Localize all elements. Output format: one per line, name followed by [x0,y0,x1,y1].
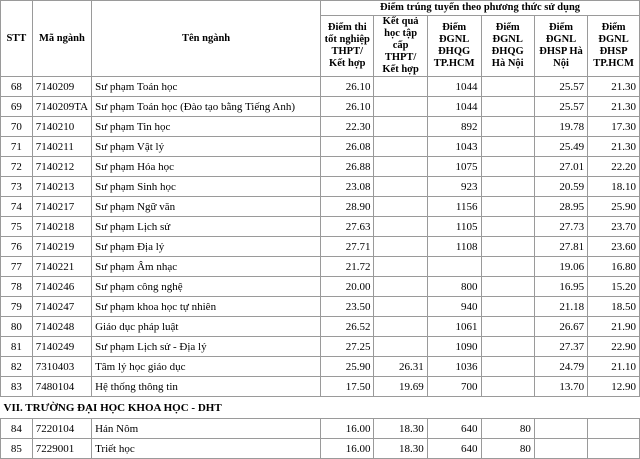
cell-score-thpt: 22.30 [321,117,374,137]
cell-ten-nganh: Sư phạm Ngữ văn [92,197,321,217]
table-row [1,77,640,97]
cell-score-thpt: 26.08 [321,137,374,157]
cell-score-dgnl-hn [481,237,534,257]
cell-score-dhsp-hn: 19.06 [534,257,587,277]
cell-score-dhsp-hn: 27.73 [534,217,587,237]
cell-stt: 84 [1,419,33,439]
table-row [1,157,640,177]
cell-score-dgnl-hcm: 640 [427,419,481,439]
cell-score-thpt: 20.00 [321,277,374,297]
cell-score-hoc-ba [374,257,427,277]
cell-score-dgnl-hcm: 1105 [427,217,481,237]
cell-score-thpt: 26.10 [321,97,374,117]
cell-score-hoc-ba [374,157,427,177]
table-row [1,137,640,157]
cell-ten-nganh: Sư phạm Địa lý [92,237,321,257]
cell-score-dgnl-hn [481,297,534,317]
cell-score-thpt: 27.63 [321,217,374,237]
cell-score-thpt: 23.08 [321,177,374,197]
cell-score-dhsp-hcm: 22.20 [588,157,640,177]
cell-score-dgnl-hn: 80 [481,419,534,439]
cell-score-dhsp-hcm: 23.60 [588,237,640,257]
cell-score-dhsp-hcm: 18.10 [588,177,640,197]
table-row [1,257,640,277]
cell-score-dgnl-hcm: 1061 [427,317,481,337]
cell-score-dgnl-hcm: 1075 [427,157,481,177]
cell-score-dhsp-hcm: 12.90 [588,377,640,397]
section-title: VII. TRƯỜNG ĐẠI HỌC KHOA HỌC - DHT [1,397,640,419]
cell-stt: 74 [1,197,33,217]
header-ten-nganh: Tên ngành [92,1,321,77]
cell-score-dgnl-hcm [427,257,481,277]
cell-score-dhsp-hn: 19.78 [534,117,587,137]
cell-ma-nganh: 7140213 [32,177,91,197]
cell-score-dhsp-hcm: 16.80 [588,257,640,277]
cell-score-dgnl-hcm: 1044 [427,77,481,97]
cell-ten-nganh: Sư phạm Lịch sử [92,217,321,237]
cell-score-hoc-ba [374,337,427,357]
cell-score-dgnl-hn [481,317,534,337]
cell-ma-nganh: 7140212 [32,157,91,177]
section-row [1,397,640,419]
cell-score-dhsp-hcm: 21.30 [588,137,640,157]
cell-score-thpt: 21.72 [321,257,374,277]
cell-score-thpt: 25.90 [321,357,374,377]
cell-ma-nganh: 7140219 [32,237,91,257]
cell-score-dhsp-hcm: 25.90 [588,197,640,217]
cell-score-dhsp-hcm: 23.70 [588,217,640,237]
cell-score-dgnl-hn [481,217,534,237]
cell-ma-nganh: 7140221 [32,257,91,277]
cell-score-dgnl-hcm: 1090 [427,337,481,357]
cell-score-dgnl-hcm: 892 [427,117,481,137]
cell-score-dgnl-hcm: 923 [427,177,481,197]
cell-stt: 70 [1,117,33,137]
cell-ma-nganh: 7480104 [32,377,91,397]
header-method-thpt: Điểm thi tốt nghiệp THPT/ Kết hợp [321,16,374,77]
header-method-group: Điểm trúng tuyển theo phương thức sử dụng [321,1,640,16]
cell-score-dgnl-hcm: 1036 [427,357,481,377]
cell-stt: 85 [1,439,33,459]
table-row [1,317,640,337]
table-row [1,419,640,439]
cell-score-hoc-ba [374,237,427,257]
cell-score-dhsp-hcm: 21.10 [588,357,640,377]
cell-ma-nganh: 7140211 [32,137,91,157]
cell-stt: 82 [1,357,33,377]
cell-score-thpt: 28.90 [321,197,374,217]
cell-score-hoc-ba: 18.30 [374,419,427,439]
cell-ten-nganh: Tâm lý học giáo dục [92,357,321,377]
cell-score-dgnl-hn: 80 [481,439,534,459]
table-row [1,117,640,137]
cell-score-hoc-ba: 26.31 [374,357,427,377]
cell-ma-nganh: 7220104 [32,419,91,439]
cell-stt: 75 [1,217,33,237]
cell-ma-nganh: 7140247 [32,297,91,317]
cell-score-hoc-ba [374,177,427,197]
cell-score-dhsp-hn: 13.70 [534,377,587,397]
cell-score-dhsp-hcm: 21.30 [588,97,640,117]
cell-score-thpt: 26.88 [321,157,374,177]
cell-score-dhsp-hn: 16.95 [534,277,587,297]
cell-ten-nganh: Sư phạm Sinh học [92,177,321,197]
table-row [1,197,640,217]
cell-ma-nganh: 7140209 [32,77,91,97]
header-method-dhsp-hcm: Điểm ĐGNL ĐHSP TP.HCM [588,16,640,77]
cell-score-dgnl-hn [481,97,534,117]
cell-score-dgnl-hcm: 1044 [427,97,481,117]
cell-score-hoc-ba [374,97,427,117]
table-row [1,217,640,237]
table-row [1,357,640,377]
cell-score-thpt: 17.50 [321,377,374,397]
header-method-dgnl-hn: Điểm ĐGNL ĐHQG Hà Nội [481,16,534,77]
cell-score-hoc-ba [374,117,427,137]
cell-score-dhsp-hn: 28.95 [534,197,587,217]
cell-score-dgnl-hn [481,377,534,397]
cell-stt: 73 [1,177,33,197]
cell-ten-nganh: Sư phạm công nghệ [92,277,321,297]
cell-score-dhsp-hn: 26.67 [534,317,587,337]
cell-score-thpt: 27.25 [321,337,374,357]
table-row [1,277,640,297]
cell-score-dhsp-hcm: 15.20 [588,277,640,297]
cell-score-dgnl-hn [481,137,534,157]
cell-score-dhsp-hn: 25.57 [534,97,587,117]
cell-ten-nganh: Hệ thống thông tin [92,377,321,397]
cell-score-dgnl-hn [481,177,534,197]
cell-ma-nganh: 7140210 [32,117,91,137]
header-ma-nganh: Mã ngành [32,1,91,77]
cell-stt: 83 [1,377,33,397]
cell-ten-nganh: Sư phạm khoa học tự nhiên [92,297,321,317]
table-row [1,337,640,357]
header-method-hoc-ba: Kết quả học tập cấp THPT/ Kết hợp [374,16,427,77]
cell-ten-nganh: Sư phạm Toán học [92,77,321,97]
header-method-dhsp-hn: Điểm ĐGNL ĐHSP Hà Nội [534,16,587,77]
cell-score-dgnl-hn [481,257,534,277]
cell-score-dhsp-hn: 25.49 [534,137,587,157]
cell-score-dhsp-hn: 27.81 [534,237,587,257]
cell-score-dhsp-hn [534,439,587,459]
cell-score-dgnl-hn [481,277,534,297]
cell-stt: 77 [1,257,33,277]
cell-score-dhsp-hn: 24.79 [534,357,587,377]
cell-score-thpt: 23.50 [321,297,374,317]
cell-score-dgnl-hcm: 800 [427,277,481,297]
header-stt: STT [1,1,33,77]
cell-score-thpt: 16.00 [321,439,374,459]
cell-ten-nganh: Sư phạm Hóa học [92,157,321,177]
cell-score-hoc-ba [374,277,427,297]
cell-stt: 78 [1,277,33,297]
cell-score-hoc-ba [374,77,427,97]
cell-score-hoc-ba: 18.30 [374,439,427,459]
cell-ma-nganh: 7140246 [32,277,91,297]
cell-score-dgnl-hn [481,337,534,357]
cell-score-dgnl-hcm: 1156 [427,197,481,217]
cell-score-dhsp-hn: 21.18 [534,297,587,317]
cell-ten-nganh: Giáo dục pháp luật [92,317,321,337]
cell-score-dhsp-hn: 27.37 [534,337,587,357]
cell-score-thpt: 26.10 [321,77,374,97]
cell-ten-nganh: Sư phạm Âm nhạc [92,257,321,277]
cell-score-thpt: 27.71 [321,237,374,257]
cell-stt: 71 [1,137,33,157]
cell-score-dhsp-hcm: 21.30 [588,77,640,97]
cell-stt: 76 [1,237,33,257]
cell-score-dhsp-hn: 20.59 [534,177,587,197]
cell-score-dgnl-hn [481,197,534,217]
cell-score-hoc-ba [374,197,427,217]
cell-stt: 81 [1,337,33,357]
cell-ten-nganh: Hán Nôm [92,419,321,439]
cell-ten-nganh: Sư phạm Toán học (Đào tạo bằng Tiếng Anh) [92,97,321,117]
cell-score-dhsp-hcm: 18.50 [588,297,640,317]
cell-score-dhsp-hcm: 21.90 [588,317,640,337]
cell-stt: 72 [1,157,33,177]
cell-ma-nganh: 7310403 [32,357,91,377]
cell-score-dhsp-hcm [588,439,640,459]
cell-score-dgnl-hn [481,77,534,97]
cell-score-hoc-ba [374,137,427,157]
cell-score-thpt: 16.00 [321,419,374,439]
cell-ten-nganh: Sư phạm Tin học [92,117,321,137]
cell-ten-nganh: Sư phạm Lịch sử - Địa lý [92,337,321,357]
cell-score-dhsp-hn: 25.57 [534,77,587,97]
cell-score-dgnl-hn [481,357,534,377]
cell-score-dhsp-hn: 27.01 [534,157,587,177]
cell-stt: 68 [1,77,33,97]
cell-score-dhsp-hcm [588,419,640,439]
cell-score-dhsp-hcm: 17.30 [588,117,640,137]
cell-score-dgnl-hn [481,157,534,177]
cell-ma-nganh: 7140248 [32,317,91,337]
cell-ten-nganh: Triết học [92,439,321,459]
cell-ma-nganh: 7229001 [32,439,91,459]
cell-ten-nganh: Sư phạm Vật lý [92,137,321,157]
cell-score-dgnl-hcm: 1108 [427,237,481,257]
cell-score-dgnl-hn [481,117,534,137]
cell-score-dgnl-hcm: 640 [427,439,481,459]
cell-stt: 80 [1,317,33,337]
cell-ma-nganh: 7140209TA [32,97,91,117]
header-method-dgnl-hcm: Điểm ĐGNL ĐHQG TP.HCM [427,16,481,77]
table-row [1,439,640,459]
table-row [1,97,640,117]
cell-score-dhsp-hn [534,419,587,439]
cell-ma-nganh: 7140218 [32,217,91,237]
cell-ma-nganh: 7140217 [32,197,91,217]
cell-score-dgnl-hcm: 940 [427,297,481,317]
cell-stt: 69 [1,97,33,117]
cell-score-hoc-ba [374,317,427,337]
table-row [1,177,640,197]
cell-ma-nganh: 7140249 [32,337,91,357]
cell-score-dhsp-hcm: 22.90 [588,337,640,357]
cell-stt: 79 [1,297,33,317]
table-row [1,377,640,397]
table-row [1,237,640,257]
cell-score-hoc-ba [374,297,427,317]
table-row [1,297,640,317]
cell-score-hoc-ba: 19.69 [374,377,427,397]
cell-score-dgnl-hcm: 1043 [427,137,481,157]
cell-score-thpt: 26.52 [321,317,374,337]
cell-score-hoc-ba [374,217,427,237]
cell-score-dgnl-hcm: 700 [427,377,481,397]
